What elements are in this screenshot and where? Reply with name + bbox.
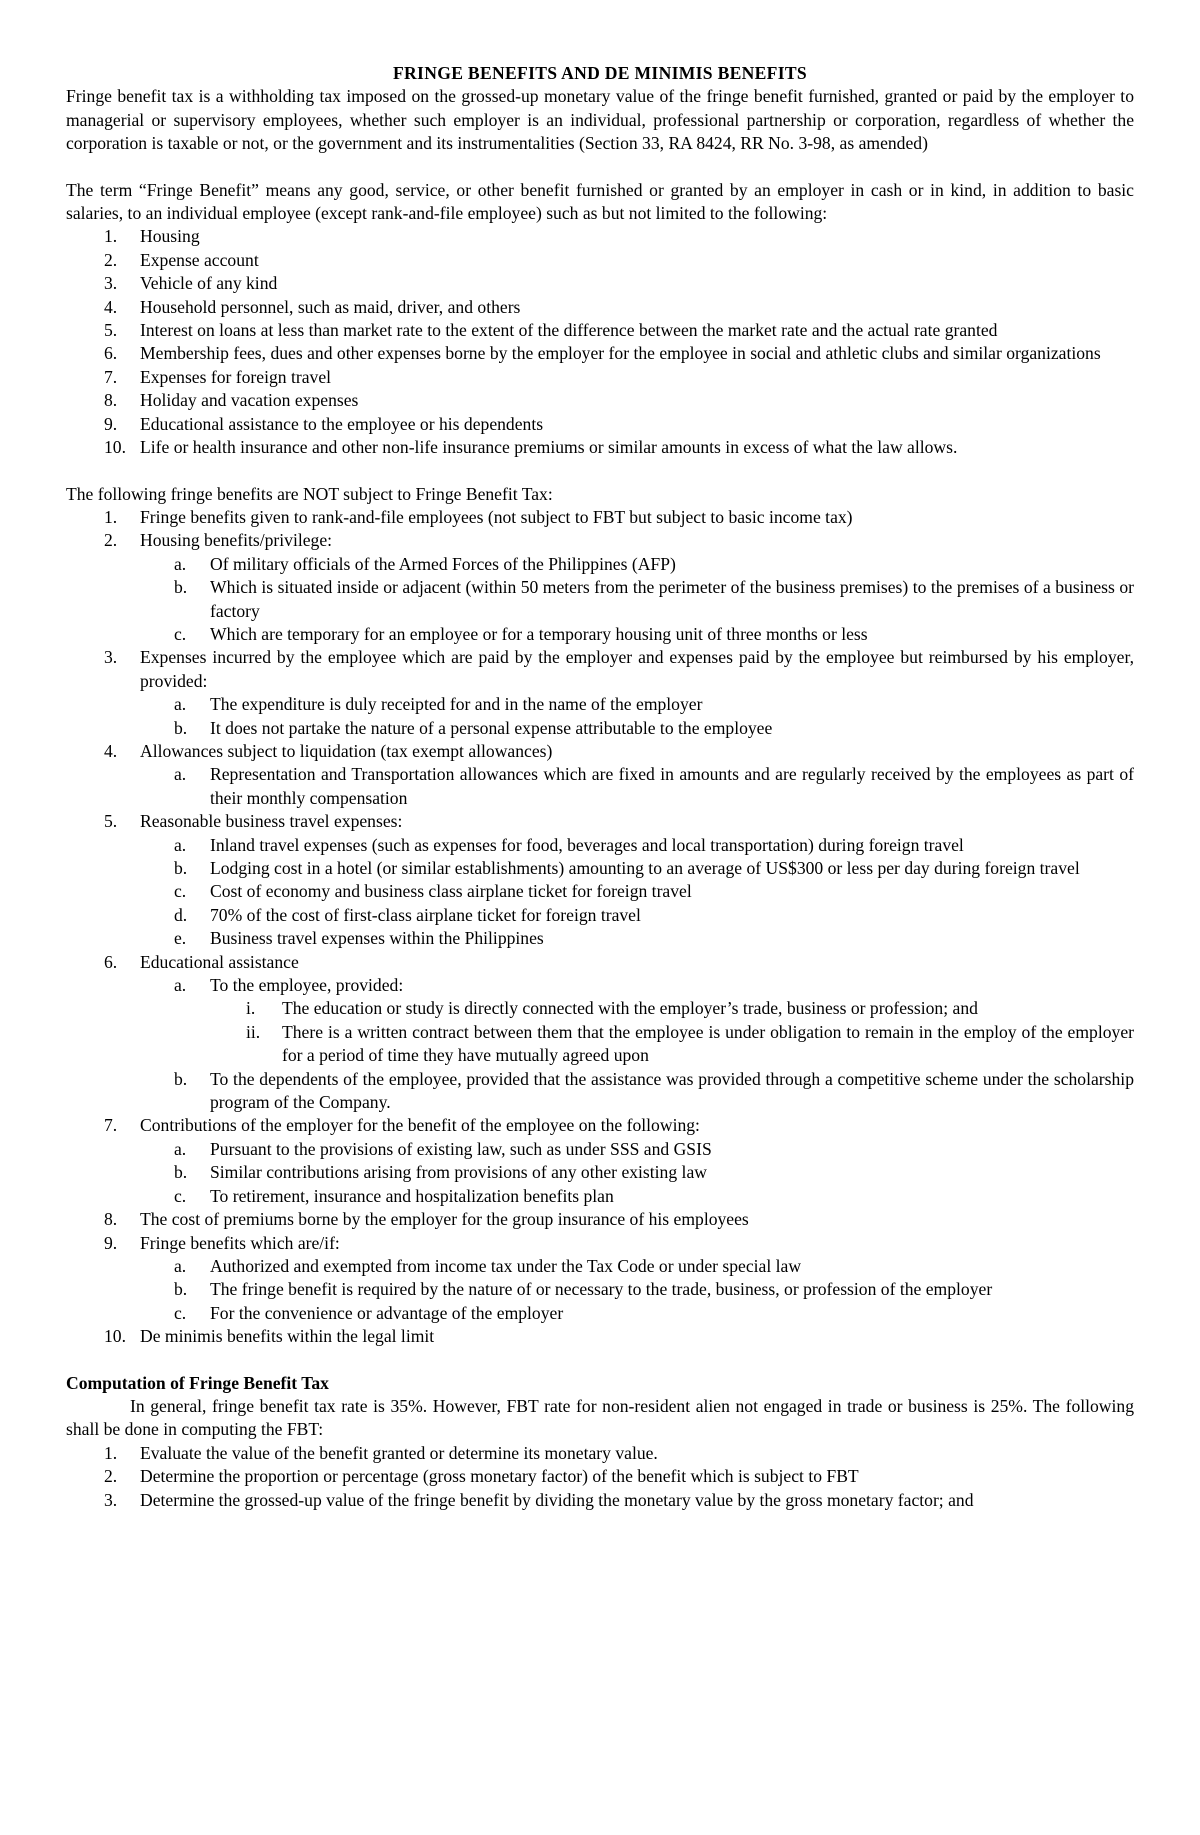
list-marker: ii.	[246, 1021, 261, 1042]
list-item-text: Reasonable business travel expenses:	[140, 811, 403, 832]
list-item	[66, 740, 1134, 763]
list-marker: c.	[174, 1302, 187, 1323]
list-marker: 6.	[104, 343, 118, 364]
list-item-text: Pursuant to the provisions of existing law, such as under SSS and GSIS	[210, 1138, 712, 1159]
list-item	[66, 296, 1134, 319]
list-item-text: Housing	[140, 226, 200, 247]
list-marker: a.	[174, 1255, 187, 1276]
list-marker: 7.	[104, 366, 118, 387]
list-item-text: Interest on loans at less than market rate to the extent of the difference between the market rate and the actual rate granted	[140, 320, 998, 341]
sub-list-item	[66, 834, 1134, 857]
list-marker: b.	[174, 1279, 188, 1300]
list-item-text: Lodging cost in a hotel (or similar establishments) amounting to an average of US$300 or less per day during foreign travel	[210, 858, 1080, 878]
benefits-list	[66, 225, 1134, 459]
list-item	[66, 1489, 1134, 1512]
list-marker: b.	[174, 577, 188, 598]
list-item-text: Household personnel, such as maid, driver, and others	[140, 296, 521, 317]
list-item	[66, 389, 1134, 412]
list-marker: 1.	[104, 1442, 118, 1463]
list-marker: a.	[174, 834, 187, 855]
list-item	[66, 272, 1134, 295]
list-item	[66, 506, 1134, 529]
not-subject-heading: The following fringe benefits are NOT subject to Fringe Benefit Tax:	[66, 483, 553, 504]
sub-list-item	[66, 1255, 1134, 1278]
document-page	[66, 62, 1134, 1512]
list-marker: i.	[246, 998, 256, 1019]
list-item-text: Housing benefits/privilege:	[140, 530, 333, 551]
list-marker: 4.	[104, 296, 118, 317]
list-item-text: To the employee, provided:	[210, 975, 404, 996]
list-marker: 5.	[104, 811, 118, 832]
list-item-text: There is a written contract between them that the employee is under obligation to remain in the employ of the employer for a period of time they have mutually agreed upon	[282, 1021, 1134, 1066]
list-item-text: For the convenience or advantage of the employer	[210, 1302, 564, 1323]
not-subject-list	[66, 506, 1134, 1349]
list-item	[66, 1325, 1134, 1348]
list-marker: 3.	[104, 1489, 118, 1510]
list-marker: a.	[174, 975, 187, 996]
sub-list-item	[66, 1161, 1134, 1184]
list-item-text: Fringe benefits which are/if:	[140, 1232, 340, 1253]
computation-heading: Computation of Fringe Benefit Tax	[66, 1372, 329, 1393]
list-item-text: Membership fees, dues and other expenses borne by the employer for the employee in social and athletic clubs and similar organizations	[140, 343, 1101, 364]
list-item-text: The fringe benefit is required by the nature of or necessary to the trade, business, or profession of the employer	[210, 1279, 993, 1300]
list-marker: 10.	[104, 1326, 126, 1347]
list-item-text: Which is situated inside or adjacent (within 50 meters from the perimeter of the business premises) to the premises of a business or factory	[210, 577, 1134, 621]
list-item	[66, 810, 1134, 833]
sub-list-item	[66, 1138, 1134, 1161]
list-item-text: Business travel expenses within the Philippines	[210, 928, 544, 949]
sub-list-item	[66, 576, 1134, 623]
list-item-text: Evaluate the value of the benefit granted or determine its monetary value.	[140, 1442, 658, 1463]
list-item	[66, 529, 1134, 552]
sub-list-item	[66, 693, 1134, 716]
list-item-text: Determine the grossed-up value of the fringe benefit by dividing the monetary value by the gross monetary factor; and	[140, 1489, 974, 1510]
sub-sub-list-item	[66, 997, 1134, 1020]
list-item-text: Similar contributions arising from provisions of any other existing law	[210, 1162, 707, 1183]
list-marker: a.	[174, 694, 187, 715]
list-item	[66, 366, 1134, 389]
sub-list-item	[66, 974, 1134, 997]
list-item-text: To retirement, insurance and hospitalization benefits plan	[210, 1185, 614, 1206]
list-item-text: The cost of premiums borne by the employer for the group insurance of his employees	[140, 1209, 749, 1230]
sub-list-item	[66, 763, 1134, 810]
computation-steps-list	[66, 1442, 1134, 1512]
definition-paragraph: The term “Fringe Benefit” means any good, service, or other benefit furnished or granted by an employer in cash or in kind, in addition to basic salaries, to an individual employee (except rank-and-file employee) such as but not limited to the following:	[66, 179, 1134, 224]
list-marker: 1.	[104, 506, 118, 527]
list-item	[66, 1208, 1134, 1231]
list-item-text: Expenses incurred by the employee which are paid by the employer and expenses paid by the employee but reimbursed by his employer, provided:	[140, 647, 1134, 691]
list-marker: 3.	[104, 273, 118, 294]
list-marker: a.	[174, 1138, 187, 1159]
sub-list-item	[66, 1068, 1134, 1115]
sub-sub-list-item	[66, 1021, 1134, 1068]
sub-list-item	[66, 1302, 1134, 1325]
list-marker: 4.	[104, 740, 118, 761]
list-marker: b.	[174, 858, 188, 878]
list-marker: e.	[174, 928, 187, 949]
list-item-text: It does not partake the nature of a personal expense attributable to the employee	[210, 717, 773, 738]
list-item	[66, 225, 1134, 248]
list-marker: 8.	[104, 1209, 118, 1230]
list-item-text: Educational assistance	[140, 951, 299, 972]
list-item-text: To the dependents of the employee, provided that the assistance was provided through a competitive scheme under the scholarship program of the Company.	[210, 1068, 1134, 1113]
list-marker: 2.	[104, 249, 118, 270]
intro-paragraph: Fringe benefit tax is a withholding tax imposed on the grossed-up monetary value of the fringe benefit furnished, granted or paid by the employer to managerial or supervisory employees, whether such employer is an individual, professional partnership or corporation, regardless of whether the corporation is taxable or not, or the government and its instrumentalities (Section 33, RA 8424, RR No. 3-98, as amended)	[66, 86, 1134, 154]
list-item-text: Authorized and exempted from income tax under the Tax Code or under special law	[210, 1255, 802, 1276]
sub-list-item	[66, 857, 1134, 880]
list-item-text: Expense account	[140, 249, 259, 270]
list-marker: 7.	[104, 1115, 118, 1136]
list-marker: 2.	[104, 530, 118, 551]
list-marker: c.	[174, 1185, 187, 1206]
list-marker: 9.	[104, 413, 118, 434]
list-marker: 2.	[104, 1466, 118, 1487]
list-item	[66, 413, 1134, 436]
list-marker: b.	[174, 717, 188, 738]
list-item-text: Vehicle of any kind	[140, 273, 278, 294]
list-marker: c.	[174, 623, 187, 644]
list-item-text: Contributions of the employer for the benefit of the employee on the following:	[140, 1115, 700, 1136]
list-item	[66, 249, 1134, 272]
list-item	[66, 646, 1134, 693]
sub-list-item	[66, 880, 1134, 903]
list-marker: b.	[174, 1162, 188, 1183]
list-marker: b.	[174, 1068, 188, 1089]
list-item	[66, 319, 1134, 342]
list-marker: 10.	[104, 437, 126, 458]
list-item	[66, 1114, 1134, 1137]
list-marker: c.	[174, 881, 187, 902]
list-item	[66, 951, 1134, 974]
list-item-text: Expenses for foreign travel	[140, 366, 332, 387]
list-item-text: Representation and Transportation allowances which are fixed in amounts and are regularly received by the employees as part of their monthly compensation	[210, 764, 1134, 808]
sub-list-item	[66, 717, 1134, 740]
list-marker: 8.	[104, 390, 118, 411]
sub-list-item	[66, 1185, 1134, 1208]
list-item-text: The education or study is directly connected with the employer’s trade, business or profession; and	[282, 998, 978, 1019]
list-item-text: Educational assistance to the employee or his dependents	[140, 413, 544, 434]
list-item-text: Holiday and vacation expenses	[140, 390, 359, 411]
list-item	[66, 436, 1134, 459]
list-marker: d.	[174, 904, 188, 925]
list-item-text: Determine the proportion or percentage (gross monetary factor) of the benefit which is subject to FBT	[140, 1466, 859, 1487]
page-title: FRINGE BENEFITS AND DE MINIMIS BENEFITS	[393, 63, 807, 83]
list-item-text: Inland travel expenses (such as expenses for food, beverages and local transportation) during foreign travel	[210, 834, 964, 855]
sub-list-item	[66, 553, 1134, 576]
list-item-text: Fringe benefits given to rank-and-file employees (not subject to FBT but subject to basic income tax)	[140, 506, 853, 527]
list-marker: a.	[174, 553, 187, 574]
sub-list-item	[66, 623, 1134, 646]
list-marker: 1.	[104, 226, 118, 247]
list-item-text: Of military officials of the Armed Forces of the Philippines (AFP)	[210, 553, 676, 574]
list-marker: 5.	[104, 320, 118, 341]
list-marker: 9.	[104, 1232, 118, 1253]
list-item	[66, 342, 1134, 365]
list-item-text: De minimis benefits within the legal limit	[140, 1326, 435, 1347]
list-marker: 3.	[104, 647, 118, 668]
sub-list-item	[66, 904, 1134, 927]
list-item	[66, 1232, 1134, 1255]
list-item-text: Cost of economy and business class airplane ticket for foreign travel	[210, 881, 692, 902]
list-item	[66, 1442, 1134, 1465]
sub-list-item	[66, 927, 1134, 950]
computation-intro: In general, fringe benefit tax rate is 35%. However, FBT rate for non-resident alien not engaged in trade or business is 25%. The following shall be done in computing the FBT:	[66, 1395, 1134, 1440]
list-item	[66, 1465, 1134, 1488]
list-marker: a.	[174, 764, 187, 785]
list-item-text: Which are temporary for an employee or for a temporary housing unit of three months or less	[210, 623, 868, 644]
list-item-text: The expenditure is duly receipted for and in the name of the employer	[210, 694, 703, 715]
list-item-text: Allowances subject to liquidation (tax exempt allowances)	[140, 740, 553, 761]
list-item-text: Life or health insurance and other non-life insurance premiums or similar amounts in excess of what the law allows.	[140, 437, 958, 458]
sub-list-item	[66, 1278, 1134, 1301]
list-marker: 6.	[104, 951, 118, 972]
list-item-text: 70% of the cost of first-class airplane ticket for foreign travel	[210, 904, 641, 925]
